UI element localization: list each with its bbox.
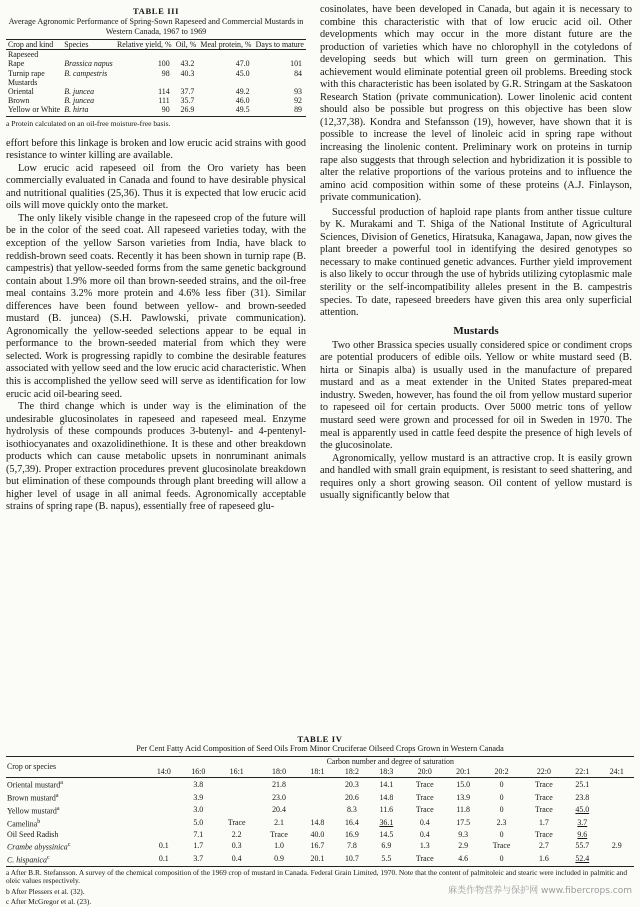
- left-paragraph: effort before this linkage is broken and low erucic acid strains with good resistance to winter killing are available.: [6, 137, 306, 162]
- table4-cell: Trace: [270, 829, 288, 839]
- left-column: [6, 4, 306, 514]
- table3-meal: 46.0: [235, 96, 250, 106]
- table4-cell: 0.4: [419, 829, 430, 839]
- table3-group-mustards: Mustards: [8, 77, 38, 87]
- table4-cell: 55.7: [575, 841, 590, 851]
- table3-days: 89: [254, 105, 306, 116]
- table4-row-footnote-mark: c: [67, 841, 71, 848]
- table4-column-header: 14:0: [156, 767, 171, 777]
- table4-block: [6, 734, 634, 907]
- table4-caption: Per Cent Fatty Acid Composition of Seed Oils From Minor Cruciferae Oilseed Crops Grown in Western Canada: [136, 744, 504, 753]
- table4-cell: 14.8: [310, 818, 325, 828]
- table3-yield: 98: [161, 68, 170, 78]
- table3-days: 92: [294, 96, 302, 106]
- table4-cell: 2.2: [231, 829, 242, 839]
- table4-cell: 3.8: [193, 779, 204, 789]
- table-row: [6, 853, 634, 866]
- table3-header-species: Species: [64, 40, 89, 49]
- table3-kind: Yellow or White: [6, 105, 62, 116]
- table4-column-header: 18:3: [379, 767, 394, 777]
- table4-cell: Trace: [415, 792, 434, 802]
- table4-header-crop: Crop or species: [7, 762, 57, 772]
- table4-cell: 11.6: [379, 805, 394, 815]
- table4-cell: [600, 778, 634, 791]
- table4-cell: Trace: [404, 853, 446, 866]
- table4-cell: [600, 817, 634, 830]
- table3-meal: 49.5: [198, 105, 253, 116]
- table4-cell: [147, 778, 181, 791]
- table4-column-header: 16:1: [229, 767, 244, 777]
- table3-header-crop: Crop and kind: [8, 40, 54, 49]
- table4-cell: 2.7: [538, 841, 549, 851]
- table4-row-footnote-mark: b: [37, 818, 41, 825]
- table4-row-name: [6, 804, 147, 817]
- table4-cell: 0.1: [147, 853, 181, 866]
- table-row: [6, 791, 634, 804]
- table4-row-name: [6, 791, 147, 804]
- table4-cell: [216, 778, 258, 791]
- table3-oil: 35.7: [180, 96, 195, 106]
- table4-cell: [216, 804, 258, 817]
- left-paragraph: Low erucic acid rapeseed oil from the Oro variety has been commercially evaluated in Canada and found to have desirable physical and nutritional qualities (25,36). Thus it is expected that low erucic acid oils will move quickly onto the market.: [6, 162, 306, 212]
- section-heading-mustards: Mustards: [453, 324, 499, 337]
- table4-cell: 5.0: [193, 818, 204, 828]
- table4-cell: 1.7: [193, 841, 204, 851]
- table3-header-meal: Meal protein, %: [200, 40, 252, 49]
- table4-cell: 20.4: [272, 805, 286, 815]
- table4-cell: 3.0: [193, 805, 204, 815]
- table3-footnote: a Protein calculated on an oil-free moisture-free basis.: [6, 118, 171, 128]
- table4-row-label: Crambe abyssinica: [7, 842, 68, 852]
- table4-cell: 17.5: [456, 818, 471, 828]
- table4-cell: 1.6: [523, 853, 565, 866]
- table4-cell: [216, 791, 258, 804]
- table4-cell: [147, 804, 181, 817]
- table4-cell: 3.7: [181, 853, 215, 866]
- table4-column-header: 24:1: [609, 767, 624, 777]
- table4-column-header: 18:2: [344, 767, 359, 777]
- table4-row-name: [6, 853, 147, 866]
- table3-yield: 90: [115, 105, 174, 116]
- table4-row-name: [6, 817, 147, 830]
- table4-row-footnote-mark: a: [55, 793, 59, 800]
- table4-cell: [147, 791, 181, 804]
- table3-species: B. campestris: [64, 68, 108, 78]
- table4-cell: 1.7: [538, 818, 549, 828]
- table4-cell: 10.7: [335, 853, 369, 866]
- table3-days: 101: [290, 59, 302, 69]
- table4-row-name: [6, 778, 147, 791]
- table3-oil: 43.2: [180, 59, 195, 69]
- table4-cell: [147, 830, 181, 840]
- right-column: [320, 4, 632, 503]
- table4-footnote: c After McGregor et al. (23).: [6, 897, 92, 907]
- watermark: 麻类作物营养与保护网 www.fibercrops.com: [448, 886, 632, 896]
- table3-kind: Turnip rape: [8, 68, 45, 78]
- left-paragraph: The third change which is under way is the elimination of the undesirable glucosinolates in rapeseed and rapeseed meal. Enzyme hydrolysis of these compounds produces 3-butenyl- and 4-pentenyl-isothiocyanates and oxazolidinethione. It is these and other breakdown products which can cause metabolic upsets in nonruminant animals (5,7,39). Proper extraction procedures prevent glucosinolate breakdown but elimination of these compounds through plant breeding will allow a higher level of usage in all animal feeds. Agronomically acceptable strains of spring rape (B. napus), essentially free of rapeseed glu-: [6, 401, 306, 513]
- table3-oil: 40.3: [180, 68, 195, 78]
- table-row: [6, 87, 306, 96]
- table4-cell: [147, 817, 181, 830]
- table4-cell: 0: [499, 805, 504, 815]
- table4-cell: 2.3: [496, 818, 507, 828]
- table4-cell: 16.9: [344, 829, 359, 839]
- table4-cell: [300, 804, 334, 817]
- table4-cell: Trace: [492, 841, 511, 851]
- table3-title: TABLE III: [132, 6, 180, 16]
- right-paragraph: cosinolates, have been developed in Canada, but again it is necessary to combine this characteristic with that of low erucic acid oil. Other developments which may occur in the more distant future are the production of varieties which have no chlorophyll in the cotyledons of developing seeds but which will turn green on germination. This achievement would eliminate potential green oil problems. Breeding stock with this characteristic has been isolated by G.R. Stringam at the Saskatoon Research Station (private communication). Lower linolenic acid content should also be possible but progress on this objective has been slow (12,37,38). Kondra and Stefansson (19), however, have shown that it is possible to increase the level of linoleic acid in spring rape without increasing the linolenic content. Preliminary work on proteins in turnip rape also suggests that through selection and hybridization it is possible to alter the relative proportions of the various proteins and to influence the amino acid composition within some of these proteins (A.J. Finlayson, private communication).: [320, 4, 632, 204]
- table4-cell: 0.3: [231, 841, 242, 851]
- table4-cell: 20.3: [344, 779, 359, 789]
- table4-cell: 15.0: [456, 779, 471, 789]
- table4-cell: 23.0: [272, 792, 286, 802]
- table4-cell: 7.8: [346, 841, 357, 851]
- table4-cell: 9.3: [458, 829, 469, 839]
- table4-row-label: Oriental mustard: [7, 781, 61, 791]
- table4-cell: 14.5: [379, 829, 394, 839]
- table4: [6, 756, 634, 867]
- table3-caption: Average Agronomic Performance of Spring-Sown Rapeseed and Commercial Mustards in Western Canada, 1967 to 1969: [8, 17, 304, 36]
- table4-footnote: a After B.R. Stefansson. A survey of the chemical composition of the 1969 crop of mustard in Canada. Federal Grain Limited, 1970. Note that the content of palmitoleic and stearic were included in palmitic and oleic values respectively.: [6, 867, 628, 886]
- table3-days: 84: [294, 68, 302, 78]
- table4-cell: 11.8: [456, 805, 470, 815]
- table3-header-yield: Relative yield, %: [117, 40, 172, 49]
- table3-meal: 45.0: [235, 68, 250, 78]
- table4-group-header: Carbon number and degree of saturation: [326, 757, 454, 766]
- table4-cell: 20.1: [300, 853, 334, 866]
- table4-cell: Trace: [535, 829, 553, 839]
- table4-row-name: [6, 840, 147, 853]
- table4-column-header: 20:2: [494, 767, 509, 777]
- table4-footnote: b After Plessers et al. (32).: [6, 886, 85, 896]
- table3-yield: 111: [158, 96, 170, 106]
- table4-cell: 40.0: [310, 829, 325, 839]
- table4-column-header: 22:0: [536, 767, 551, 777]
- table3-kind: Oriental: [8, 87, 34, 97]
- table4-cell: Trace: [535, 779, 553, 789]
- table3-kind: Rape: [8, 59, 25, 69]
- mustards-paragraph: Agronomically, yellow mustard is an attractive crop. It is easily grown and handled with small grain equipment, is resistant to seed shattering, and requires only a short growing season. Oil content of yellow mustard is usually significantly below that: [320, 452, 632, 502]
- table4-cell: 45.0: [575, 805, 590, 815]
- table4-row-footnote-mark: c: [46, 854, 50, 861]
- table3-kind: Brown: [8, 96, 30, 106]
- table-row: [6, 96, 306, 105]
- table3-meal: 49.2: [235, 87, 250, 97]
- table4-cell: 6.9: [381, 841, 392, 851]
- table4-cell: 9.6: [577, 829, 588, 839]
- table4-cell: [600, 853, 634, 866]
- table-row: [6, 778, 634, 791]
- table4-cell: 0: [499, 792, 504, 802]
- table4-cell: 0.1: [158, 841, 169, 851]
- right-paragraph: Successful production of haploid rape plants from anther tissue culture by K. Murakami and T. Shiga of the National Institute of Agricultural Sciences, Division of Genetics, Hiratsuka, Kanagawa, Japan, now gives the plant breeder a powerful tool in identifying the desired genotypes so necessary to make continued genetic advances. Further yield improvement is also likely to occur through the use of hybrids utilizing cytoplasmic male sterility or the self-incompatibility alleles present in the B. campestris species. To date, rapeseed breeders have given this area only superficial attention.: [320, 206, 632, 319]
- table4-row-label: Yellow mustard: [7, 806, 57, 816]
- table4-column-header: 20:1: [456, 767, 471, 777]
- table4-cell: 0.9: [258, 853, 300, 866]
- table4-cell: 21.8: [272, 779, 286, 789]
- table4-cell: Trace: [415, 805, 434, 815]
- table-row: [6, 817, 634, 830]
- table4-cell: 4.6: [446, 853, 480, 866]
- table4-row-footnote-mark: a: [60, 780, 63, 787]
- table3-oil: 37.7: [180, 87, 195, 97]
- table-row: [6, 830, 634, 840]
- table4-cell: 13.9: [456, 792, 471, 802]
- left-paragraph: The only likely visible change in the rapeseed crop of the future will be in the color of the seed coat. All rapeseed varieties today, with the exception of the yellow Sarson varieties from India, have black to reddish-brown seed coats. Recently it has been shown in turnip rape (B. campestris) that yellow-seeded forms from the same genetic background contain about 1.9% more oil than brown-seeded strains, and the oil-free meal contains 3.2% more protein and 4.6% less fiber (31). Similar differences have been found between yellow- and brown-seeded mustard (B. juncea) (S.H. Pawlowski, private communication). Agronomically the yellow-seeded selections appear to be equal in performance to the brown-seeded material from which they were selected. Work is progressing rapidly to combine the desirable features associated with yellow seed and the low erucic acid characteristic. When this is accomplished the yellow seed will serve as identification for low erucic acid oil-bearing seed.: [6, 212, 306, 400]
- table3-meal: 47.0: [235, 59, 250, 69]
- table4-cell: Trace: [415, 779, 434, 789]
- table-row: [6, 105, 306, 116]
- table4-cell: 14.1: [379, 779, 394, 789]
- table4-cell: [300, 791, 334, 804]
- table4-cell: 7.1: [193, 829, 204, 839]
- table3-header-oil: Oil, %: [175, 40, 197, 49]
- table-row: [6, 69, 306, 78]
- table3-species: B. juncea: [64, 96, 95, 106]
- table4-cell: 3.7: [577, 818, 588, 828]
- table3-yield: 100: [157, 59, 170, 69]
- table4-row-name: [6, 830, 147, 840]
- table4-cell: [600, 804, 634, 817]
- table4-title: TABLE IV: [297, 734, 343, 744]
- table4-row-label: Brown mustard: [7, 793, 56, 803]
- table3-header-days: Days to mature: [255, 40, 304, 49]
- table3-species: Brassica napus: [64, 59, 113, 69]
- table4-cell: 16.7: [310, 841, 325, 851]
- table4-column-header: 20:0: [417, 767, 432, 777]
- mustards-paragraph: Two other Brassica species usually considered spice or condiment crops are potential producers of edible oils. Yellow or white mustard seed (B. hirta or Sinapis alba) is usually used in the manufacture of prepared mustard and as a meat extender in the United States prepared-meat industry. Sweden, however, has found the oil from yellow mustard superior to rapeseed oil for certain products. Over 5000 metric tons of yellow mustard seed were grown and processed for oil in Sweden in 1970. The meal is apparently used in cattle feed despite the presence of high levels of the glucosinolate.: [320, 339, 632, 452]
- table4-cell: Trace: [535, 792, 553, 802]
- table4-cell: 0.4: [419, 818, 430, 828]
- table4-column-header: 16:0: [191, 767, 206, 777]
- table4-cell: 1.3: [419, 841, 430, 851]
- table4-cell: 0: [499, 829, 504, 839]
- table4-cell: 2.9: [458, 841, 469, 851]
- table4-row-footnote-mark: a: [56, 806, 60, 813]
- table4-cell: [600, 830, 634, 840]
- table-row: [6, 804, 634, 817]
- table4-row-label: C. hispanica: [7, 855, 47, 865]
- table4-cell: 5.5: [369, 853, 403, 866]
- table4-cell: 0: [480, 853, 522, 866]
- table4-cell: 3.9: [193, 792, 204, 802]
- table-row: [6, 59, 306, 68]
- table-row: [6, 840, 634, 853]
- table4-cell: 52.4: [565, 853, 599, 866]
- table4-cell: 20.6: [344, 792, 359, 802]
- table4-row-label: Oil Seed Radish: [7, 829, 59, 839]
- table4-cell: 14.8: [379, 792, 394, 802]
- table4-cell: 25.1: [575, 779, 590, 789]
- table3-yield: 114: [158, 87, 170, 97]
- table4-cell: 8.3: [346, 805, 357, 815]
- table4-cell: 0.4: [216, 853, 258, 866]
- table4-column-header: 22:1: [575, 767, 590, 777]
- table3-species: B. juncea: [64, 87, 95, 97]
- table4-cell: 1.0: [274, 841, 284, 851]
- table4-row-label: Camelina: [7, 819, 38, 829]
- table4-cell: [600, 791, 634, 804]
- table3-group-rapeseed: Rapeseed: [8, 50, 39, 60]
- table3-species: B. hirta: [62, 105, 115, 116]
- table4-column-header: 18:0: [272, 767, 287, 777]
- table4-cell: 2.9: [611, 841, 622, 851]
- table4-cell: 23.8: [575, 792, 590, 802]
- table4-cell: Trace: [535, 805, 553, 815]
- table3-days: 93: [294, 87, 302, 97]
- table4-cell: 36.1: [379, 818, 394, 828]
- table4-cell: Trace: [227, 818, 246, 828]
- table4-column-header: 18:1: [310, 767, 325, 777]
- table4-cell: [300, 778, 334, 791]
- table4-cell: 2.1: [274, 818, 284, 828]
- table3: [6, 39, 306, 117]
- table3-oil: 26.9: [174, 105, 199, 116]
- table4-cell: 0: [499, 779, 504, 789]
- table4-cell: 16.4: [344, 818, 359, 828]
